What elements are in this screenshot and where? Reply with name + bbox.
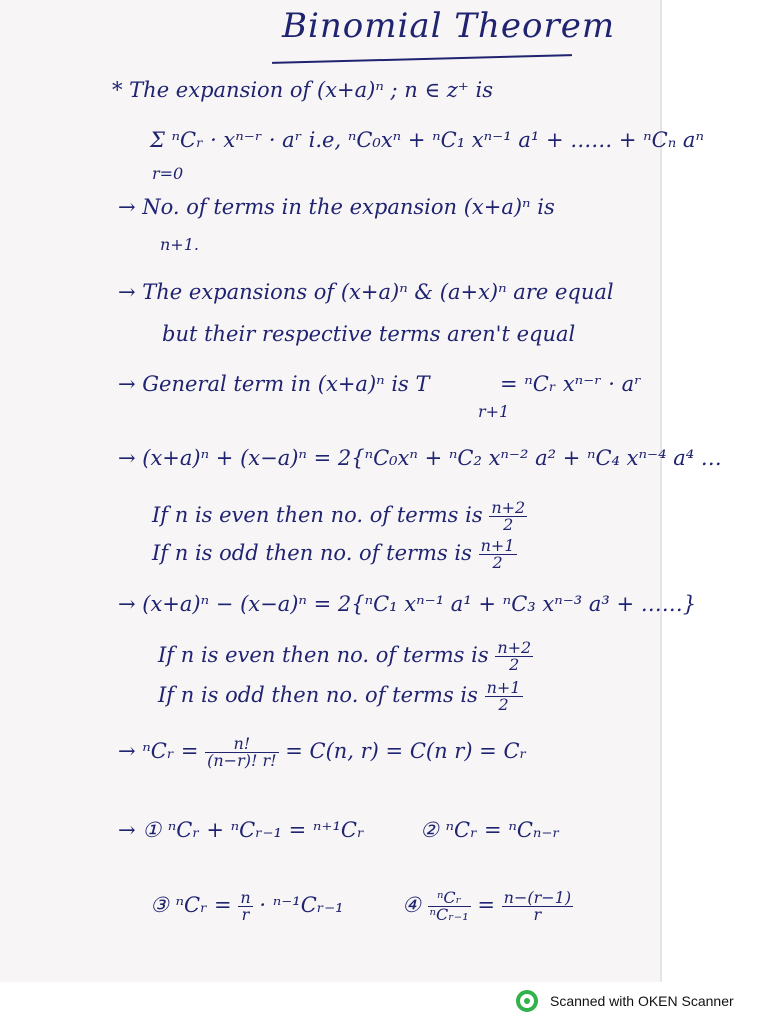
sum-identity-formula: → (x+a)ⁿ + (x−a)ⁿ = 2{ⁿC₀xⁿ + ⁿC₂ xⁿ⁻² a² + ⁿC₄ xⁿ⁻⁴ a⁴ …	[118, 446, 722, 470]
sum-even-case	[152, 500, 527, 533]
terms-not-equal-statement: but their respective terms aren't equal	[162, 322, 576, 346]
number-of-terms-statement: → No. of terms in the expansion (x+a)ⁿ is	[118, 195, 555, 219]
expansion-statement: * The expansion of (x+a)ⁿ ; n ∈ z⁺ is	[112, 78, 494, 102]
difference-even-text: If n is even then no. of terms is	[158, 643, 489, 667]
property-four-label: ④	[402, 893, 421, 917]
general-term-subscript: r+1	[478, 402, 510, 421]
title-underline	[272, 54, 572, 64]
expansion-formula: Σ ⁿCᵣ · xⁿ⁻ʳ · aʳ i.e, ⁿC₀xⁿ + ⁿC₁ xⁿ⁻¹ a¹ + …… + ⁿCₙ aⁿ	[150, 128, 704, 152]
property-three-rhs: · ⁿ⁻¹Cᵣ₋₁	[259, 893, 344, 917]
property-four	[402, 890, 573, 923]
fraction-factorial: $\frac{n!}{(n-r)! r!}$	[207, 734, 277, 770]
property-four-equals: =	[477, 893, 495, 917]
combination-definition	[118, 736, 527, 769]
general-term-formula: = ⁿCᵣ xⁿ⁻ʳ · aʳ	[500, 372, 642, 396]
oken-logo-icon	[516, 990, 538, 1012]
property-pascal-rule: → ① ⁿCᵣ + ⁿCᵣ₋₁ = ⁿ⁺¹Cᵣ	[118, 818, 365, 842]
fraction-ratio-result: $\frac{n-(r-1)}{r}$	[503, 888, 572, 924]
fraction-n-plus-1: $\frac{n+1}{2}$	[480, 536, 515, 572]
page-title: Binomial Theorem	[282, 6, 616, 46]
scanner-watermark	[516, 988, 766, 1014]
expansions-equal-statement: → The expansions of (x+a)ⁿ & (a+x)ⁿ are equal	[118, 280, 614, 304]
difference-even-case	[158, 640, 533, 673]
sum-odd-case	[152, 538, 517, 571]
property-symmetry: ② ⁿCᵣ = ⁿCₙ₋ᵣ	[420, 818, 560, 842]
fraction-n-plus-1-b: $\frac{n+1}{2}$	[486, 678, 521, 714]
sum-odd-text: If n is odd then no. of terms is	[152, 541, 472, 565]
general-term-statement: → General term in (x+a)ⁿ is T	[118, 372, 430, 396]
property-three	[150, 890, 344, 923]
fraction-n-over-r: $\frac{n}{r}$	[240, 888, 251, 924]
scanner-watermark-text: Scanned with OKEN Scanner	[550, 993, 734, 1009]
difference-odd-text: If n is odd then no. of terms is	[158, 683, 478, 707]
fraction-n-plus-2-b: $\frac{n+2}{2}$	[497, 638, 532, 674]
combination-lhs: → ⁿCᵣ =	[118, 739, 199, 763]
property-three-lhs: ③ ⁿCᵣ =	[150, 893, 232, 917]
difference-odd-case	[158, 680, 523, 713]
sum-lower-limit: r=0	[152, 164, 184, 183]
combination-notation: = C(n, r) = C(n r) = Cᵣ	[285, 739, 527, 763]
sum-even-text: If n is even then no. of terms is	[152, 503, 483, 527]
number-of-terms-value: n+1.	[160, 235, 199, 254]
difference-identity-formula: → (x+a)ⁿ − (x−a)ⁿ = 2{ⁿC₁ xⁿ⁻¹ a¹ + ⁿC₃ xⁿ⁻³ a³ + ……}	[118, 592, 697, 616]
fraction-n-plus-2: $\frac{n+2}{2}$	[491, 498, 526, 534]
fraction-ratio-combinations: $\frac{\text{ⁿCᵣ}}{\text{ⁿCᵣ₋₁}}$	[429, 888, 469, 924]
